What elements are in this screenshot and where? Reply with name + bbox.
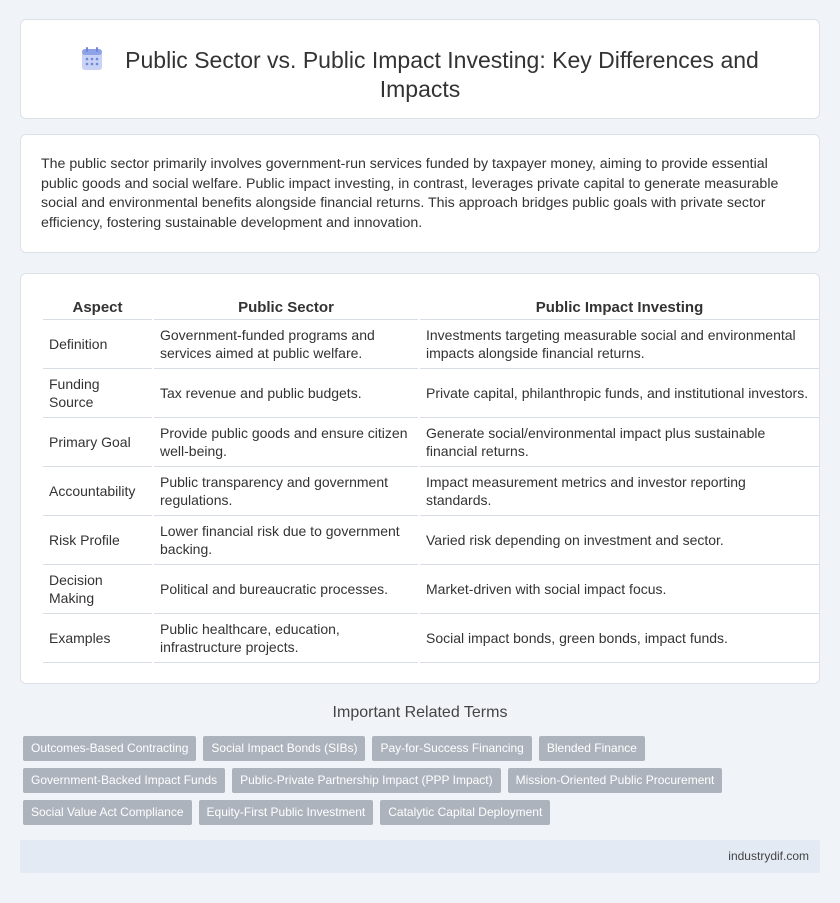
aspect-cell: Decision Making [43, 564, 153, 613]
footer-site-link[interactable]: industrydif.com [728, 849, 809, 863]
impact-investing-cell: Social impact bonds, green bonds, impact funds. [419, 613, 819, 662]
table-row [43, 417, 819, 466]
footer-bar [20, 840, 820, 873]
related-term-tag[interactable]: Social Value Act Compliance [23, 800, 192, 825]
related-terms-row [23, 736, 652, 761]
related-term-tag[interactable]: Government-Backed Impact Funds [23, 768, 225, 793]
related-term-tag[interactable]: Public-Private Partnership Impact (PPP Impact) [232, 768, 501, 793]
header-aspect: Aspect [43, 297, 153, 319]
table-row [43, 515, 819, 564]
related-term-tag[interactable]: Mission-Oriented Public Procurement [508, 768, 723, 793]
related-term-tag[interactable]: Catalytic Capital Deployment [380, 800, 550, 825]
table-header-row [43, 297, 819, 319]
table-row [43, 368, 819, 417]
aspect-cell: Funding Source [43, 368, 153, 417]
impact-investing-cell: Impact measurement metrics and investor reporting standards. [419, 466, 819, 515]
impact-investing-cell: Generate social/environmental impact plus sustainable financial returns. [419, 417, 819, 466]
impact-investing-cell: Private capital, philanthropic funds, and institutional investors. [419, 368, 819, 417]
document-icon [81, 47, 103, 71]
related-term-tag[interactable]: Social Impact Bonds (SIBs) [203, 736, 365, 761]
public-sector-cell: Tax revenue and public budgets. [153, 368, 419, 417]
header-card [20, 19, 820, 119]
page-title: Public Sector vs. Public Impact Investing: Key Differences and Impacts [125, 47, 759, 102]
related-term-tag[interactable]: Pay-for-Success Financing [372, 736, 531, 761]
impact-investing-cell: Market-driven with social impact focus. [419, 564, 819, 613]
related-term-tag[interactable]: Outcomes-Based Contracting [23, 736, 196, 761]
header-public-sector: Public Sector [153, 297, 419, 319]
public-sector-cell: Public transparency and government regulations. [153, 466, 419, 515]
related-term-tag[interactable]: Blended Finance [539, 736, 645, 761]
aspect-cell: Primary Goal [43, 417, 153, 466]
page-title-wrap [21, 46, 819, 104]
aspect-cell: Risk Profile [43, 515, 153, 564]
table-row [43, 564, 819, 613]
public-sector-cell: Public healthcare, education, infrastructure projects. [153, 613, 419, 662]
aspect-cell: Examples [43, 613, 153, 662]
related-terms-title: Important Related Terms [332, 704, 508, 721]
table-row [43, 319, 819, 368]
related-term-tag[interactable]: Equity-First Public Investment [199, 800, 374, 825]
aspect-cell: Definition [43, 319, 153, 368]
intro-card [20, 134, 820, 253]
related-terms-row [23, 800, 557, 825]
impact-investing-cell: Investments targeting measurable social and environmental impacts alongside financial returns. [419, 319, 819, 368]
table-row [43, 613, 819, 662]
impact-investing-cell: Varied risk depending on investment and sector. [419, 515, 819, 564]
public-sector-cell: Government-funded programs and services aimed at public welfare. [153, 319, 419, 368]
public-sector-cell: Provide public goods and ensure citizen well-being. [153, 417, 419, 466]
comparison-table [43, 297, 819, 663]
table-row [43, 466, 819, 515]
comparison-card [20, 273, 820, 684]
related-terms-row [23, 768, 729, 793]
public-sector-cell: Political and bureaucratic processes. [153, 564, 419, 613]
header-public-impact-investing: Public Impact Investing [419, 297, 819, 319]
aspect-cell: Accountability [43, 466, 153, 515]
intro-paragraph: The public sector primarily involves government-run services funded by taxpayer money, aiming to provide essential public goods and social welfare. Public impact investing, in contrast, leverages private capital to generate measurable social and environmental benefits alongside financial returns. This approach bridges public goals with private sector efficiency, fostering sustainable development and innovation. [41, 156, 779, 231]
public-sector-cell: Lower financial risk due to government backing. [153, 515, 419, 564]
